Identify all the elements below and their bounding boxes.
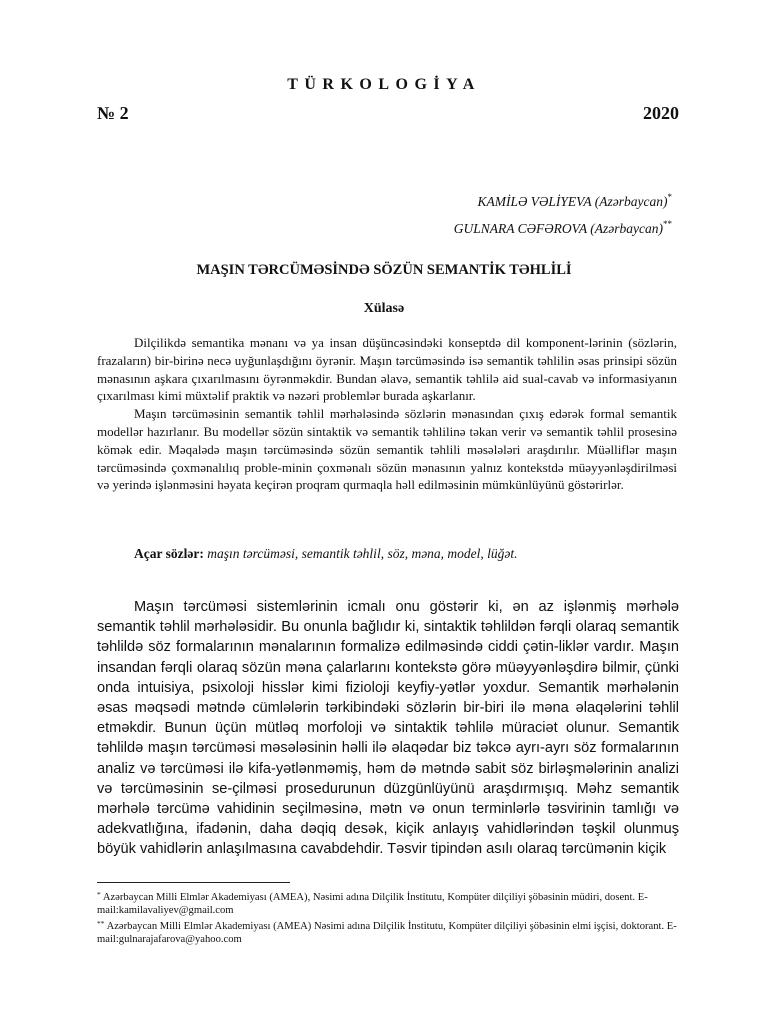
footnote-mark: * <box>97 890 101 899</box>
footnotes <box>97 888 679 946</box>
footnote-1 <box>97 888 679 917</box>
footnote-text: Azərbaycan Milli Elmlər Akademiyası (AMEA), Nəsimi adına Dilçilik İnstitutu, Kompüter dilçiliyi şöbəsinin müdiri, dosent. E-mail:kamilavaliyev@gmail.com <box>97 892 648 916</box>
body-paragraph: Maşın tərcüməsi sistemlərinin icmalı onu göstərir ki, ən az işlənmiş mərhələ semantik təhlil mərhələsidir. Bu onunla bağlıdır ki, sintaktik təhlildən fərqli olaraq semantik təhlildə söz formalarının mənalarının formalizə edilməsində ciddi çətin-liklər vardır. Maşın insandan fərqli olaraq sözün məna çalarlarını kontekstə görə müəyyənləşdirə bilmir, çünki onda intuisiya, psixoloji hisslər kimi fizioloji keyfiy-yətlər yoxdur. Semantik mərhələnin əsas məqsədi mətndə cümlələrin tərkibindəki sözlərin bir-biri ilə məna əlaqələrini təhlil etməkdir. Bunun üçün mütləq morfoloji və sintaktik təhlilə müraciət olunur. Semantik təhlildə maşın tərcüməsi məsələsinin həlli ilə əlaqədar biz təkcə ayrı-ayrı söz formalarının analiz və tərcüməsi ilə kifa-yətlənməmiş, həm də mətndə sabit söz birləşmələrinin analizi və tərcüməsinin se-çilməsi prosedurunun düzgünlüyünü araşdırmışıq. Məhz semantik mərhələ tərcümə vahidinin seçilməsinə, mətn və onun terminlərlə təsvirinin tamlığı və adekvatlığına, ifadənin, daha dəqiq desək, kiçik anlayış vahidlərindən təşkil olunmuş böyük vahidlərin anlaşılmasına cavabdehdir. Təsvir tipindən asılı olaraq tərcümənin kiçik <box>97 599 679 858</box>
abstract-paragraph: Dilçilikdə semantika mənanı və ya insan düşüncəsindəki konseptdə dil komponent-lərinin (sözlərin, frazaların) bir-birinə necə uyğunlaşdığını öyrənir. Maşın tərcüməsində isə semantik təhlilin əsas prinsipi sözün mənasının aşkara çıxarılmasını öyrənməkdir. Bundan əlavə, semantik təhlilə aid sual-cavab və informasiyanın çıxarılması kimi müxtəlif praktik və nəzəri problemlər burada aşkarlanır. <box>97 335 677 404</box>
footnote-mark: * <box>667 192 672 202</box>
footnote-text: Azərbaycan Milli Elmlər Akademiyası (AMEA) Nəsimi adına Dilçilik İnstitutu, Kompüter dilçiliyi şöbəsinin elmi işçisi, doktorant. E-mail:gulnarajafarova@yahoo.com <box>97 921 677 945</box>
keywords-label: Açar sözlər: <box>134 546 204 561</box>
abstract <box>97 334 677 494</box>
body-text <box>97 597 679 860</box>
footnote-mark: ** <box>663 219 672 229</box>
issue-number: № 2 <box>97 103 129 123</box>
issue-row <box>97 103 679 124</box>
abstract-paragraph: Maşın tərcüməsinin semantik təhlil mərhələsində sözlərin mənasından çıxış edərək formal semantik modellər hazırlanır. Bu modellər sözün sintaktik və semantik təhlilinə təkan verir və semantik təhlil prosesinə kömək edir. Məqalədə maşın tərcüməsində sözün semantik təhlili məsələləri araşdırılır. Müəlliflər maşın tərcüməsində çoxmənalılıq proble-minin çoxmənalı sözün mənasının yalnız kontekstdə müəyyənləşdirilməsi və yerində işlənməsini həyata keçirən proqram qurmaqla həll edilməsinin mümkünlüyünü göstərirlər. <box>97 406 677 493</box>
keywords <box>134 546 679 562</box>
author-list <box>454 186 672 240</box>
footnote-mark: ** <box>97 919 105 928</box>
footnote-2 <box>97 917 679 946</box>
journal-title: TÜRKOLOGİYA <box>287 76 481 93</box>
article-title: MAŞIN TƏRCÜMƏSİNDƏ SÖZÜN SEMANTİK TƏHLİLİ <box>196 262 572 278</box>
keywords-list: maşın tərcüməsi, semantik təhlil, söz, məna, model, lüğət. <box>207 546 518 561</box>
author-1 <box>454 186 672 213</box>
issue-year: 2020 <box>643 103 679 123</box>
author-2 <box>454 213 672 240</box>
abstract-heading: Xülasə <box>363 301 405 316</box>
author-name: KAMİLƏ VƏLİYEVA (Azərbaycan) <box>477 194 668 209</box>
footnote-divider <box>97 882 290 883</box>
author-name: GULNARA CƏFƏROVA (Azərbaycan) <box>453 221 663 236</box>
